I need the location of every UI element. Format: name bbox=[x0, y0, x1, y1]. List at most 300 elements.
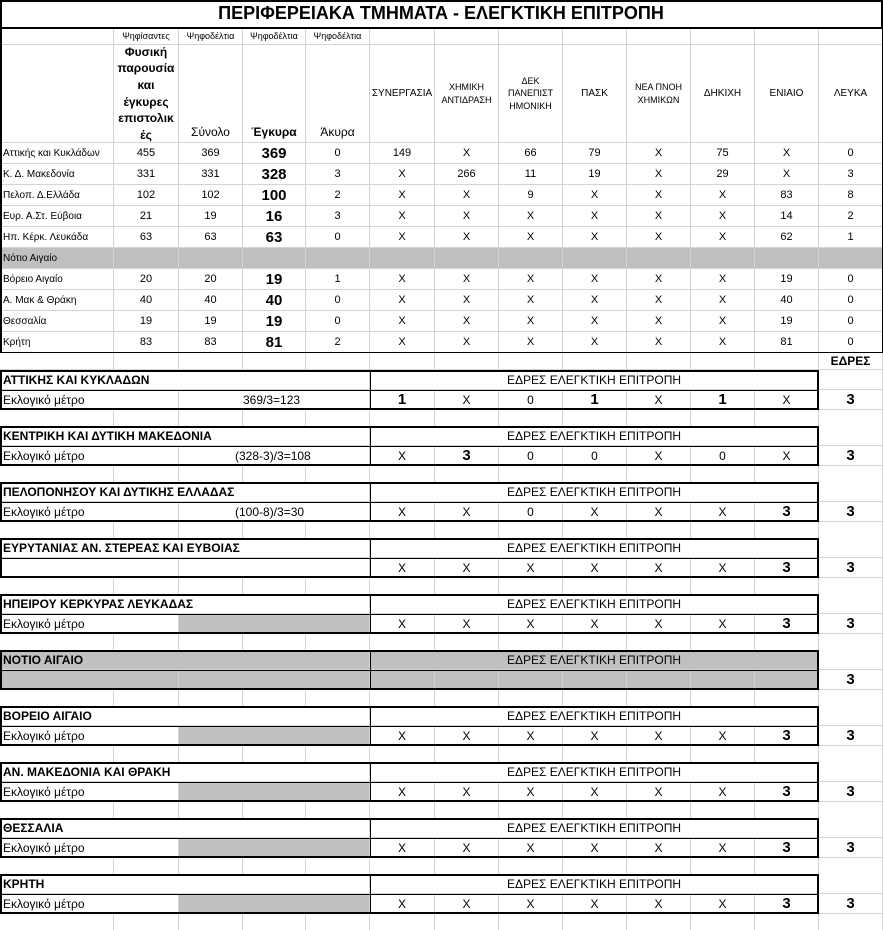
row-party-value[interactable]: X bbox=[563, 185, 627, 206]
row-party-value[interactable]: 75 bbox=[691, 143, 755, 164]
blank-cell[interactable] bbox=[499, 802, 563, 818]
blank-cell[interactable] bbox=[819, 874, 883, 894]
section-caption[interactable]: ΕΔΡΕΣ ΕΛΕΓΚΤΙΚΗ ΕΠΙΤΡΟΠΗ bbox=[370, 818, 819, 838]
section-name[interactable]: ΠΕΛΟΠΟΝΗΣΟΥ ΚΑΙ ΔΥΤΙΚΗΣ ΕΛΛΑΔΑΣ bbox=[0, 482, 370, 502]
blank-cell[interactable] bbox=[499, 466, 563, 482]
blank-cell[interactable] bbox=[499, 522, 563, 538]
row-name[interactable]: Κρήτη bbox=[0, 332, 114, 353]
row-valid[interactable]: 369 bbox=[243, 143, 306, 164]
blank-cell[interactable] bbox=[627, 858, 691, 874]
blank-cell[interactable] bbox=[563, 746, 627, 762]
row-party-value[interactable]: X bbox=[370, 269, 435, 290]
row-name[interactable]: Ευρ. Α.Στ. Εύβοια bbox=[0, 206, 114, 227]
section-caption[interactable]: ΕΔΡΕΣ ΕΛΕΓΚΤΙΚΗ ΕΠΙΤΡΟΠΗ bbox=[370, 762, 819, 782]
blank-cell[interactable] bbox=[563, 914, 627, 930]
blank-cell[interactable] bbox=[306, 914, 370, 930]
blank-cell[interactable] bbox=[627, 410, 691, 426]
section-seat-value[interactable]: X bbox=[499, 838, 563, 858]
blank-cell[interactable] bbox=[435, 466, 499, 482]
section-label[interactable]: Εκλογικό μέτρο bbox=[0, 838, 179, 858]
row-party-value[interactable]: 149 bbox=[370, 143, 435, 164]
section-seat-value[interactable] bbox=[755, 670, 819, 690]
blank-cell[interactable] bbox=[563, 690, 627, 706]
section-formula[interactable] bbox=[179, 726, 370, 746]
row-name[interactable]: Αττικής και Κυκλάδων bbox=[0, 143, 114, 164]
blank-cell[interactable] bbox=[819, 762, 883, 782]
section-seat-value[interactable]: X bbox=[627, 726, 691, 746]
blank-cell[interactable] bbox=[691, 410, 755, 426]
blank-cell[interactable] bbox=[306, 410, 370, 426]
blank-cell[interactable] bbox=[243, 746, 306, 762]
row-name[interactable]: Βόρειο Αιγαίο bbox=[0, 269, 114, 290]
row-party-value[interactable]: X bbox=[370, 185, 435, 206]
section-seat-value[interactable]: X bbox=[691, 782, 755, 802]
section-formula[interactable]: (100-8)/3=30 bbox=[179, 502, 370, 522]
blank-cell[interactable] bbox=[755, 578, 819, 594]
section-seat-value[interactable]: X bbox=[755, 390, 819, 410]
section-seat-value[interactable]: 3 bbox=[755, 894, 819, 914]
section-seat-value[interactable]: 3 bbox=[755, 502, 819, 522]
blank-cell[interactable] bbox=[306, 690, 370, 706]
section-seat-value[interactable]: X bbox=[370, 894, 435, 914]
blank-cell[interactable] bbox=[755, 634, 819, 650]
header-stat[interactable]: Άκυρα bbox=[306, 45, 370, 143]
blank-cell[interactable] bbox=[627, 353, 691, 370]
blank-cell[interactable] bbox=[819, 538, 883, 558]
section-seat-value[interactable] bbox=[499, 670, 563, 690]
blank-cell[interactable] bbox=[435, 802, 499, 818]
row-party-value[interactable]: 81 bbox=[755, 332, 819, 353]
row-name[interactable]: Ηπ. Κέρκ. Λευκάδα bbox=[0, 227, 114, 248]
section-seat-value[interactable]: X bbox=[370, 614, 435, 634]
blank-cell[interactable] bbox=[691, 28, 755, 45]
section-seat-value[interactable]: X bbox=[370, 726, 435, 746]
blank-cell[interactable] bbox=[0, 466, 114, 482]
header-party[interactable]: ΔΗΚΙΧΗ bbox=[691, 45, 755, 143]
section-seat-value[interactable]: 0 bbox=[499, 446, 563, 466]
blank-cell[interactable] bbox=[755, 410, 819, 426]
blank-cell[interactable] bbox=[370, 578, 435, 594]
blank-cell[interactable] bbox=[179, 802, 243, 818]
blank-cell[interactable] bbox=[563, 634, 627, 650]
blank-cell[interactable] bbox=[499, 634, 563, 650]
blank-cell[interactable] bbox=[435, 634, 499, 650]
section-seat-value[interactable]: 3 bbox=[755, 558, 819, 578]
section-seat-value[interactable]: X bbox=[755, 446, 819, 466]
row-party-value[interactable]: X bbox=[370, 164, 435, 185]
row-invalid[interactable]: 0 bbox=[306, 227, 370, 248]
section-formula[interactable] bbox=[179, 838, 370, 858]
section-total-seats[interactable]: 3 bbox=[819, 838, 883, 858]
section-caption[interactable]: ΕΔΡΕΣ ΕΛΕΓΚΤΙΚΗ ΕΠΙΤΡΟΠΗ bbox=[370, 482, 819, 502]
section-seat-value[interactable]: X bbox=[691, 558, 755, 578]
section-seat-value[interactable]: X bbox=[563, 838, 627, 858]
section-seat-value[interactable]: 1 bbox=[563, 390, 627, 410]
header-party[interactable]: ΧΗΜΙΚΗ ΑΝΤΙΔΡΑΣΗ bbox=[435, 45, 499, 143]
blank-cell[interactable] bbox=[114, 578, 179, 594]
section-seat-value[interactable] bbox=[691, 670, 755, 690]
row-party-value[interactable]: X bbox=[563, 290, 627, 311]
blank-cell[interactable] bbox=[819, 746, 883, 762]
row-voted[interactable] bbox=[114, 248, 179, 269]
blank-cell[interactable] bbox=[114, 858, 179, 874]
row-party-value[interactable]: 14 bbox=[755, 206, 819, 227]
row-party-value[interactable]: 3 bbox=[819, 164, 883, 185]
section-seat-value[interactable]: 3 bbox=[435, 446, 499, 466]
section-seat-value[interactable]: X bbox=[499, 558, 563, 578]
blank-cell[interactable] bbox=[306, 522, 370, 538]
row-valid[interactable]: 40 bbox=[243, 290, 306, 311]
row-name[interactable]: Θεσσαλία bbox=[0, 311, 114, 332]
blank-cell[interactable] bbox=[179, 578, 243, 594]
section-seat-value[interactable]: 3 bbox=[755, 838, 819, 858]
row-party-value[interactable] bbox=[691, 248, 755, 269]
section-seat-value[interactable]: X bbox=[627, 838, 691, 858]
row-voted[interactable]: 83 bbox=[114, 332, 179, 353]
blank-cell[interactable] bbox=[114, 634, 179, 650]
section-label[interactable]: Εκλογικό μέτρο bbox=[0, 782, 179, 802]
row-party-value[interactable]: X bbox=[563, 206, 627, 227]
section-seat-value[interactable]: X bbox=[563, 502, 627, 522]
section-formula[interactable] bbox=[179, 782, 370, 802]
section-seat-value[interactable]: X bbox=[499, 782, 563, 802]
row-voted[interactable]: 331 bbox=[114, 164, 179, 185]
section-formula[interactable] bbox=[179, 670, 370, 690]
blank-cell[interactable] bbox=[691, 802, 755, 818]
section-seat-value[interactable]: 0 bbox=[499, 390, 563, 410]
row-party-value[interactable]: X bbox=[370, 227, 435, 248]
row-party-value[interactable] bbox=[755, 248, 819, 269]
blank-cell[interactable] bbox=[0, 858, 114, 874]
row-party-value[interactable]: X bbox=[370, 311, 435, 332]
row-party-value[interactable]: 0 bbox=[819, 143, 883, 164]
blank-cell[interactable] bbox=[819, 370, 883, 390]
row-name[interactable]: Κ. Δ. Μακεδονία bbox=[0, 164, 114, 185]
section-label[interactable]: Εκλογικό μέτρο bbox=[0, 390, 179, 410]
section-seat-value[interactable]: X bbox=[627, 502, 691, 522]
sheet-title[interactable]: ΠΕΡΙΦΕΡΕΙΑΚΑ ΤΜΗΜΑΤΑ - ΕΛΕΓΚΤΙΚΗ ΕΠΙΤΡΟΠΗ bbox=[0, 0, 883, 28]
row-party-value[interactable]: X bbox=[435, 311, 499, 332]
section-seat-value[interactable]: X bbox=[691, 614, 755, 634]
row-voted[interactable]: 19 bbox=[114, 311, 179, 332]
section-seat-value[interactable]: X bbox=[563, 782, 627, 802]
row-party-value[interactable]: X bbox=[627, 332, 691, 353]
blank-cell[interactable] bbox=[179, 410, 243, 426]
row-party-value[interactable] bbox=[819, 248, 883, 269]
row-invalid[interactable]: 0 bbox=[306, 143, 370, 164]
row-party-value[interactable]: X bbox=[755, 143, 819, 164]
row-party-value[interactable]: X bbox=[435, 227, 499, 248]
blank-cell[interactable] bbox=[499, 858, 563, 874]
row-party-value[interactable]: 9 bbox=[499, 185, 563, 206]
blank-cell[interactable] bbox=[114, 746, 179, 762]
blank-cell[interactable] bbox=[0, 914, 114, 930]
blank-cell[interactable] bbox=[114, 522, 179, 538]
row-valid[interactable]: 63 bbox=[243, 227, 306, 248]
row-total[interactable]: 19 bbox=[179, 206, 243, 227]
row-party-value[interactable]: 40 bbox=[755, 290, 819, 311]
blank-cell[interactable] bbox=[755, 28, 819, 45]
blank-cell[interactable] bbox=[691, 690, 755, 706]
row-name[interactable]: Νότιο Αιγαίο bbox=[0, 248, 114, 269]
header-top-label[interactable]: Ψηφίσαντες bbox=[114, 28, 179, 45]
row-valid[interactable]: 81 bbox=[243, 332, 306, 353]
row-invalid[interactable]: 1 bbox=[306, 269, 370, 290]
section-total-seats[interactable]: 3 bbox=[819, 446, 883, 466]
section-seat-value[interactable]: X bbox=[627, 614, 691, 634]
row-voted[interactable]: 40 bbox=[114, 290, 179, 311]
blank-cell[interactable] bbox=[0, 28, 114, 45]
section-seat-value[interactable]: X bbox=[563, 614, 627, 634]
section-seat-value[interactable]: X bbox=[627, 390, 691, 410]
row-party-value[interactable]: X bbox=[755, 164, 819, 185]
row-voted[interactable]: 455 bbox=[114, 143, 179, 164]
blank-cell[interactable] bbox=[819, 466, 883, 482]
row-party-value[interactable]: 2 bbox=[819, 206, 883, 227]
row-total[interactable] bbox=[179, 248, 243, 269]
blank-cell[interactable] bbox=[306, 802, 370, 818]
header-stat[interactable]: Έγκυρα bbox=[243, 45, 306, 143]
row-party-value[interactable]: X bbox=[627, 185, 691, 206]
blank-cell[interactable] bbox=[435, 353, 499, 370]
section-seat-value[interactable]: 1 bbox=[370, 390, 435, 410]
row-total[interactable]: 102 bbox=[179, 185, 243, 206]
section-seat-value[interactable] bbox=[627, 670, 691, 690]
section-label[interactable]: Εκλογικό μέτρο bbox=[0, 726, 179, 746]
row-party-value[interactable]: X bbox=[691, 311, 755, 332]
row-total[interactable]: 83 bbox=[179, 332, 243, 353]
blank-cell[interactable] bbox=[0, 353, 114, 370]
section-name[interactable]: ΒΟΡΕΙΟ ΑΙΓΑΙΟ bbox=[0, 706, 370, 726]
blank-cell[interactable] bbox=[243, 578, 306, 594]
row-party-value[interactable]: 8 bbox=[819, 185, 883, 206]
row-valid[interactable]: 16 bbox=[243, 206, 306, 227]
blank-cell[interactable] bbox=[243, 522, 306, 538]
blank-cell[interactable] bbox=[435, 522, 499, 538]
row-party-value[interactable]: X bbox=[435, 185, 499, 206]
blank-cell[interactable] bbox=[819, 650, 883, 670]
row-party-value[interactable]: X bbox=[627, 227, 691, 248]
row-total[interactable]: 20 bbox=[179, 269, 243, 290]
section-seat-value[interactable]: 0 bbox=[499, 502, 563, 522]
section-label[interactable]: Εκλογικό μέτρο bbox=[0, 614, 179, 634]
section-seat-value[interactable]: X bbox=[435, 502, 499, 522]
section-seat-value[interactable]: X bbox=[370, 446, 435, 466]
section-seat-value[interactable]: X bbox=[627, 894, 691, 914]
row-invalid[interactable]: 0 bbox=[306, 290, 370, 311]
header-top-label[interactable]: Ψηφοδέλτια bbox=[179, 28, 243, 45]
blank-cell[interactable] bbox=[370, 802, 435, 818]
header-party[interactable]: ΝΕΑ ΠΝΟΗ ΧΗΜΙΚΩΝ bbox=[627, 45, 691, 143]
section-seat-value[interactable]: X bbox=[691, 502, 755, 522]
row-party-value[interactable] bbox=[563, 248, 627, 269]
section-seat-value[interactable] bbox=[563, 670, 627, 690]
blank-cell[interactable] bbox=[755, 690, 819, 706]
blank-cell[interactable] bbox=[114, 690, 179, 706]
row-party-value[interactable]: 29 bbox=[691, 164, 755, 185]
section-total-seats[interactable]: 3 bbox=[819, 614, 883, 634]
blank-cell[interactable] bbox=[563, 410, 627, 426]
row-party-value[interactable]: X bbox=[563, 227, 627, 248]
blank-cell[interactable] bbox=[755, 914, 819, 930]
blank-cell[interactable] bbox=[179, 634, 243, 650]
blank-cell[interactable] bbox=[179, 858, 243, 874]
row-party-value[interactable]: X bbox=[691, 185, 755, 206]
row-party-value[interactable] bbox=[499, 248, 563, 269]
section-total-seats[interactable]: 3 bbox=[819, 390, 883, 410]
blank-cell[interactable] bbox=[306, 858, 370, 874]
blank-cell[interactable] bbox=[243, 914, 306, 930]
section-caption[interactable]: ΕΔΡΕΣ ΕΛΕΓΚΤΙΚΗ ΕΠΙΤΡΟΠΗ bbox=[370, 426, 819, 446]
blank-cell[interactable] bbox=[755, 353, 819, 370]
blank-cell[interactable] bbox=[370, 28, 435, 45]
blank-cell[interactable] bbox=[370, 690, 435, 706]
section-seat-value[interactable]: X bbox=[435, 782, 499, 802]
blank-cell[interactable] bbox=[563, 522, 627, 538]
blank-cell[interactable] bbox=[627, 690, 691, 706]
row-party-value[interactable]: X bbox=[499, 311, 563, 332]
blank-cell[interactable] bbox=[627, 578, 691, 594]
blank-cell[interactable] bbox=[755, 802, 819, 818]
blank-cell[interactable] bbox=[499, 28, 563, 45]
blank-cell[interactable] bbox=[0, 522, 114, 538]
section-total-seats[interactable]: 3 bbox=[819, 558, 883, 578]
row-party-value[interactable]: 62 bbox=[755, 227, 819, 248]
blank-cell[interactable] bbox=[370, 746, 435, 762]
section-caption[interactable]: ΕΔΡΕΣ ΕΛΕΓΚΤΙΚΗ ΕΠΙΤΡΟΠΗ bbox=[370, 538, 819, 558]
row-party-value[interactable]: X bbox=[691, 332, 755, 353]
row-party-value[interactable]: X bbox=[627, 143, 691, 164]
row-party-value[interactable]: 19 bbox=[563, 164, 627, 185]
blank-cell[interactable] bbox=[179, 522, 243, 538]
blank-cell[interactable] bbox=[691, 578, 755, 594]
row-invalid[interactable]: 2 bbox=[306, 332, 370, 353]
blank-cell[interactable] bbox=[306, 466, 370, 482]
section-caption[interactable]: ΕΔΡΕΣ ΕΛΕΓΚΤΙΚΗ ΕΠΙΤΡΟΠΗ bbox=[370, 650, 819, 670]
row-party-value[interactable]: X bbox=[627, 206, 691, 227]
section-name[interactable]: ΑΤΤΙΚΗΣ ΚΑΙ ΚΥΚΛΑΔΩΝ bbox=[0, 370, 370, 390]
blank-cell[interactable] bbox=[0, 45, 114, 143]
section-total-seats[interactable]: 3 bbox=[819, 782, 883, 802]
row-party-value[interactable]: 11 bbox=[499, 164, 563, 185]
section-seat-value[interactable]: X bbox=[370, 838, 435, 858]
row-party-value[interactable]: X bbox=[370, 332, 435, 353]
section-seat-value[interactable]: X bbox=[370, 558, 435, 578]
row-valid[interactable]: 19 bbox=[243, 311, 306, 332]
blank-cell[interactable] bbox=[563, 353, 627, 370]
blank-cell[interactable] bbox=[370, 858, 435, 874]
section-label[interactable] bbox=[0, 558, 179, 578]
row-party-value[interactable]: 83 bbox=[755, 185, 819, 206]
row-total[interactable]: 19 bbox=[179, 311, 243, 332]
section-formula[interactable]: (328-3)/3=108 bbox=[179, 446, 370, 466]
row-party-value[interactable]: 79 bbox=[563, 143, 627, 164]
blank-cell[interactable] bbox=[563, 466, 627, 482]
section-seat-value[interactable]: X bbox=[435, 614, 499, 634]
section-seat-value[interactable]: X bbox=[563, 726, 627, 746]
blank-cell[interactable] bbox=[306, 634, 370, 650]
section-seat-value[interactable]: X bbox=[627, 558, 691, 578]
section-seat-value[interactable]: X bbox=[563, 894, 627, 914]
row-invalid[interactable]: 0 bbox=[306, 311, 370, 332]
blank-cell[interactable] bbox=[499, 690, 563, 706]
section-seat-value[interactable]: X bbox=[691, 838, 755, 858]
blank-cell[interactable] bbox=[819, 818, 883, 838]
blank-cell[interactable] bbox=[499, 353, 563, 370]
row-name[interactable]: Α. Μακ & Θράκη bbox=[0, 290, 114, 311]
section-label[interactable]: Εκλογικό μέτρο bbox=[0, 446, 179, 466]
section-seat-value[interactable]: X bbox=[370, 782, 435, 802]
row-party-value[interactable]: X bbox=[691, 227, 755, 248]
section-seat-value[interactable]: X bbox=[627, 446, 691, 466]
row-party-value[interactable]: X bbox=[499, 332, 563, 353]
blank-cell[interactable] bbox=[819, 426, 883, 446]
row-party-value[interactable]: X bbox=[370, 206, 435, 227]
section-seat-value[interactable]: X bbox=[691, 726, 755, 746]
blank-cell[interactable] bbox=[755, 522, 819, 538]
row-voted[interactable]: 21 bbox=[114, 206, 179, 227]
row-name[interactable]: Πελοπ. Δ.Ελλάδα bbox=[0, 185, 114, 206]
blank-cell[interactable] bbox=[435, 746, 499, 762]
row-voted[interactable]: 20 bbox=[114, 269, 179, 290]
blank-cell[interactable] bbox=[691, 746, 755, 762]
row-invalid[interactable]: 3 bbox=[306, 206, 370, 227]
blank-cell[interactable] bbox=[435, 690, 499, 706]
blank-cell[interactable] bbox=[0, 410, 114, 426]
row-party-value[interactable]: 266 bbox=[435, 164, 499, 185]
blank-cell[interactable] bbox=[0, 746, 114, 762]
row-party-value[interactable]: 0 bbox=[819, 332, 883, 353]
section-name[interactable]: ΝΟΤΙΟ ΑΙΓΑΙΟ bbox=[0, 650, 370, 670]
blank-cell[interactable] bbox=[755, 746, 819, 762]
section-total-seats[interactable]: 3 bbox=[819, 726, 883, 746]
section-seat-value[interactable] bbox=[370, 670, 435, 690]
blank-cell[interactable] bbox=[179, 914, 243, 930]
section-seat-value[interactable]: 1 bbox=[691, 390, 755, 410]
blank-cell[interactable] bbox=[499, 410, 563, 426]
section-total-seats[interactable]: 3 bbox=[819, 670, 883, 690]
blank-cell[interactable] bbox=[819, 410, 883, 426]
row-party-value[interactable] bbox=[435, 248, 499, 269]
blank-cell[interactable] bbox=[243, 353, 306, 370]
blank-cell[interactable] bbox=[691, 353, 755, 370]
blank-cell[interactable] bbox=[306, 578, 370, 594]
section-name[interactable]: ΘΕΣΣΑΛΙΑ bbox=[0, 818, 370, 838]
blank-cell[interactable] bbox=[499, 914, 563, 930]
row-total[interactable]: 369 bbox=[179, 143, 243, 164]
section-formula[interactable] bbox=[179, 614, 370, 634]
blank-cell[interactable] bbox=[819, 28, 883, 45]
row-party-value[interactable]: X bbox=[691, 269, 755, 290]
row-party-value[interactable]: X bbox=[370, 290, 435, 311]
blank-cell[interactable] bbox=[819, 914, 883, 930]
row-party-value[interactable]: X bbox=[627, 269, 691, 290]
blank-cell[interactable] bbox=[114, 353, 179, 370]
header-party[interactable]: ΛΕΥΚΑ bbox=[819, 45, 883, 143]
section-formula[interactable]: 369/3=123 bbox=[179, 390, 370, 410]
blank-cell[interactable] bbox=[306, 746, 370, 762]
row-total[interactable]: 63 bbox=[179, 227, 243, 248]
section-name[interactable]: ΗΠΕΙΡΟΥ ΚΕΡΚΥΡΑΣ ΛΕΥΚΑΔΑΣ bbox=[0, 594, 370, 614]
row-voted[interactable]: 102 bbox=[114, 185, 179, 206]
section-seat-value[interactable]: 0 bbox=[563, 446, 627, 466]
section-seat-value[interactable]: X bbox=[499, 894, 563, 914]
row-voted[interactable]: 63 bbox=[114, 227, 179, 248]
section-total-seats[interactable]: 3 bbox=[819, 502, 883, 522]
section-name[interactable]: ΚΕΝΤΡΙΚΗ ΚΑΙ ΔΥΤΙΚΗ ΜΑΚΕΔΟΝΙΑ bbox=[0, 426, 370, 446]
section-seat-value[interactable]: X bbox=[435, 894, 499, 914]
row-party-value[interactable]: 0 bbox=[819, 290, 883, 311]
